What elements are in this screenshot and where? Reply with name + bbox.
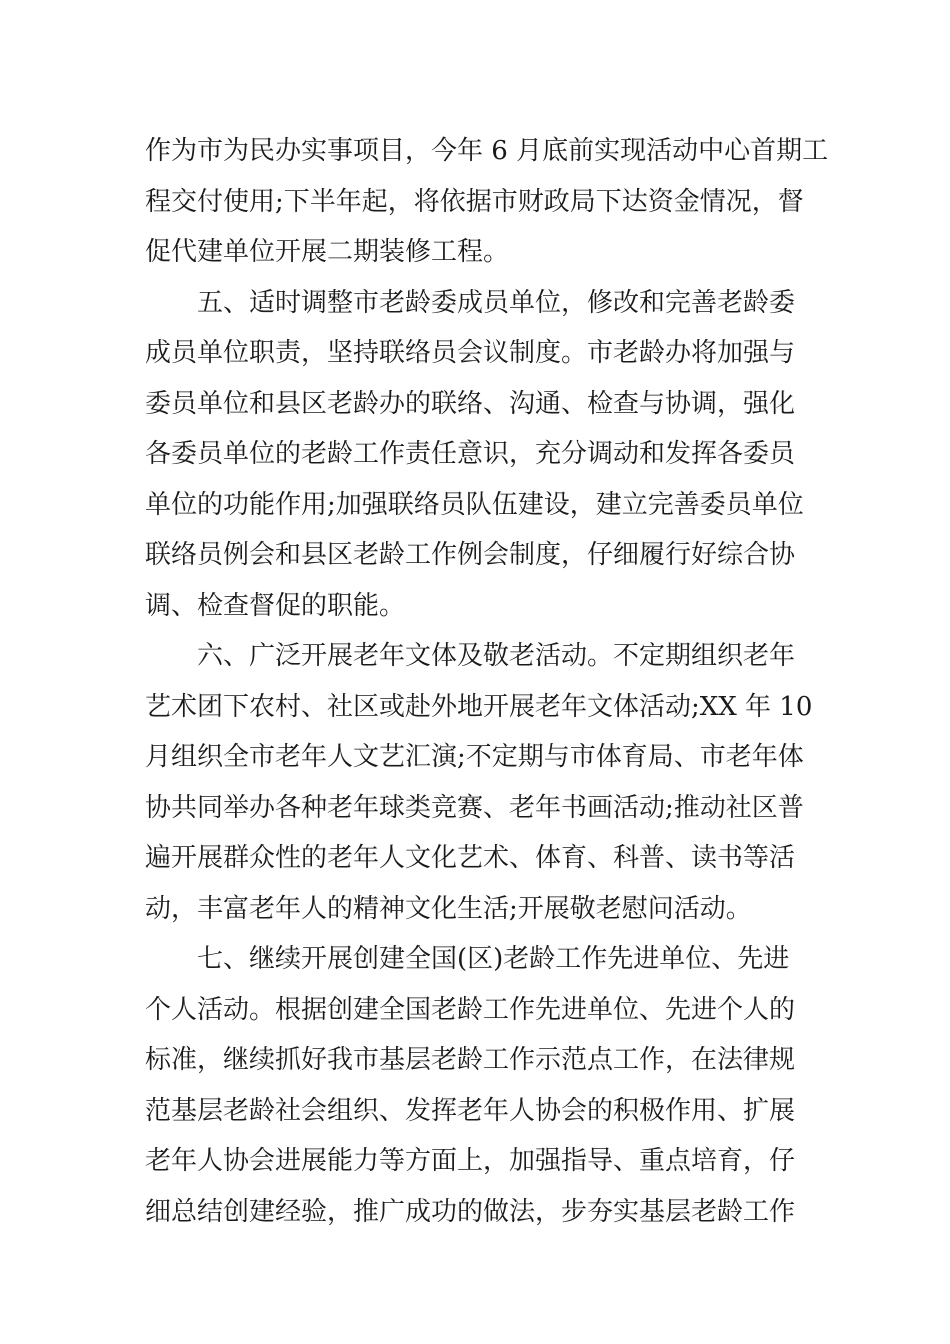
text-line: 标准，继续抓好我市基层老龄工作示范点工作，在法律规 xyxy=(145,1045,796,1075)
text-line: 月组织全市老年人文艺汇演;不定期与市体育局、市老年体 xyxy=(145,742,804,772)
text-line: 艺术团下农村、社区或赴外地开展老年文体活动;XX 年 10 xyxy=(145,691,813,722)
text-line: 委员单位和县区老龄办的联络、沟通、检查与协调，强化 xyxy=(145,388,796,419)
text-line: 作为市为民办实事项目，今年 6 月底前实现活动中心首期工 xyxy=(145,136,829,166)
text-line: 促代建单位开展二期装修工程。 xyxy=(145,237,510,267)
text-line: 程交付使用;下半年起，将依据市财政局下达资金情况，督 xyxy=(145,186,804,217)
text-line: 老年人协会进展能力等方面上，加强指导、重点培育，仔 xyxy=(145,1146,796,1176)
paragraph-6-first-line: 六、广泛开展老年文体及敬老活动。不定期组织老年 xyxy=(197,641,796,671)
text-line: 细总结创建经验，推广成功的做法，步夯实基层老龄工作 xyxy=(145,1196,796,1227)
text-line: 各委员单位的老龄工作责任意识，充分调动和发挥各委员 xyxy=(145,439,796,469)
text-line: 动，丰富老年人的精神文化生活;开展敬老慰问活动。 xyxy=(145,893,752,924)
text-line: 个人活动。根据创建全国老龄工作先进单位、先进个人的 xyxy=(145,994,796,1025)
text-line: 范基层老龄社会组织、发挥老年人协会的积极作用、扩展 xyxy=(145,1095,796,1126)
text-line: 协共同举办各种老年球类竞赛、老年书画活动;推动社区普 xyxy=(145,792,804,823)
text-line: 成员单位职责，坚持联络员会议制度。市老龄办将加强与 xyxy=(145,338,796,368)
text-line: 单位的功能作用;加强联络员队伍建设，建立完善委员单位 xyxy=(145,489,804,520)
paragraph-5-first-line: 五、适时调整市老龄委成员单位，修改和完善老龄委 xyxy=(197,287,796,318)
paragraph-7-first-line: 七、继续开展创建全国(区)老龄工作先进单位、先进 xyxy=(197,944,790,974)
text-line: 遍开展群众性的老年人文化艺术、体育、科普、读书等活 xyxy=(145,843,796,873)
text-line: 调、检查督促的职能。 xyxy=(145,590,406,621)
text-line: 联络员例会和县区老龄工作例会制度，仔细履行好综合协 xyxy=(145,540,796,570)
